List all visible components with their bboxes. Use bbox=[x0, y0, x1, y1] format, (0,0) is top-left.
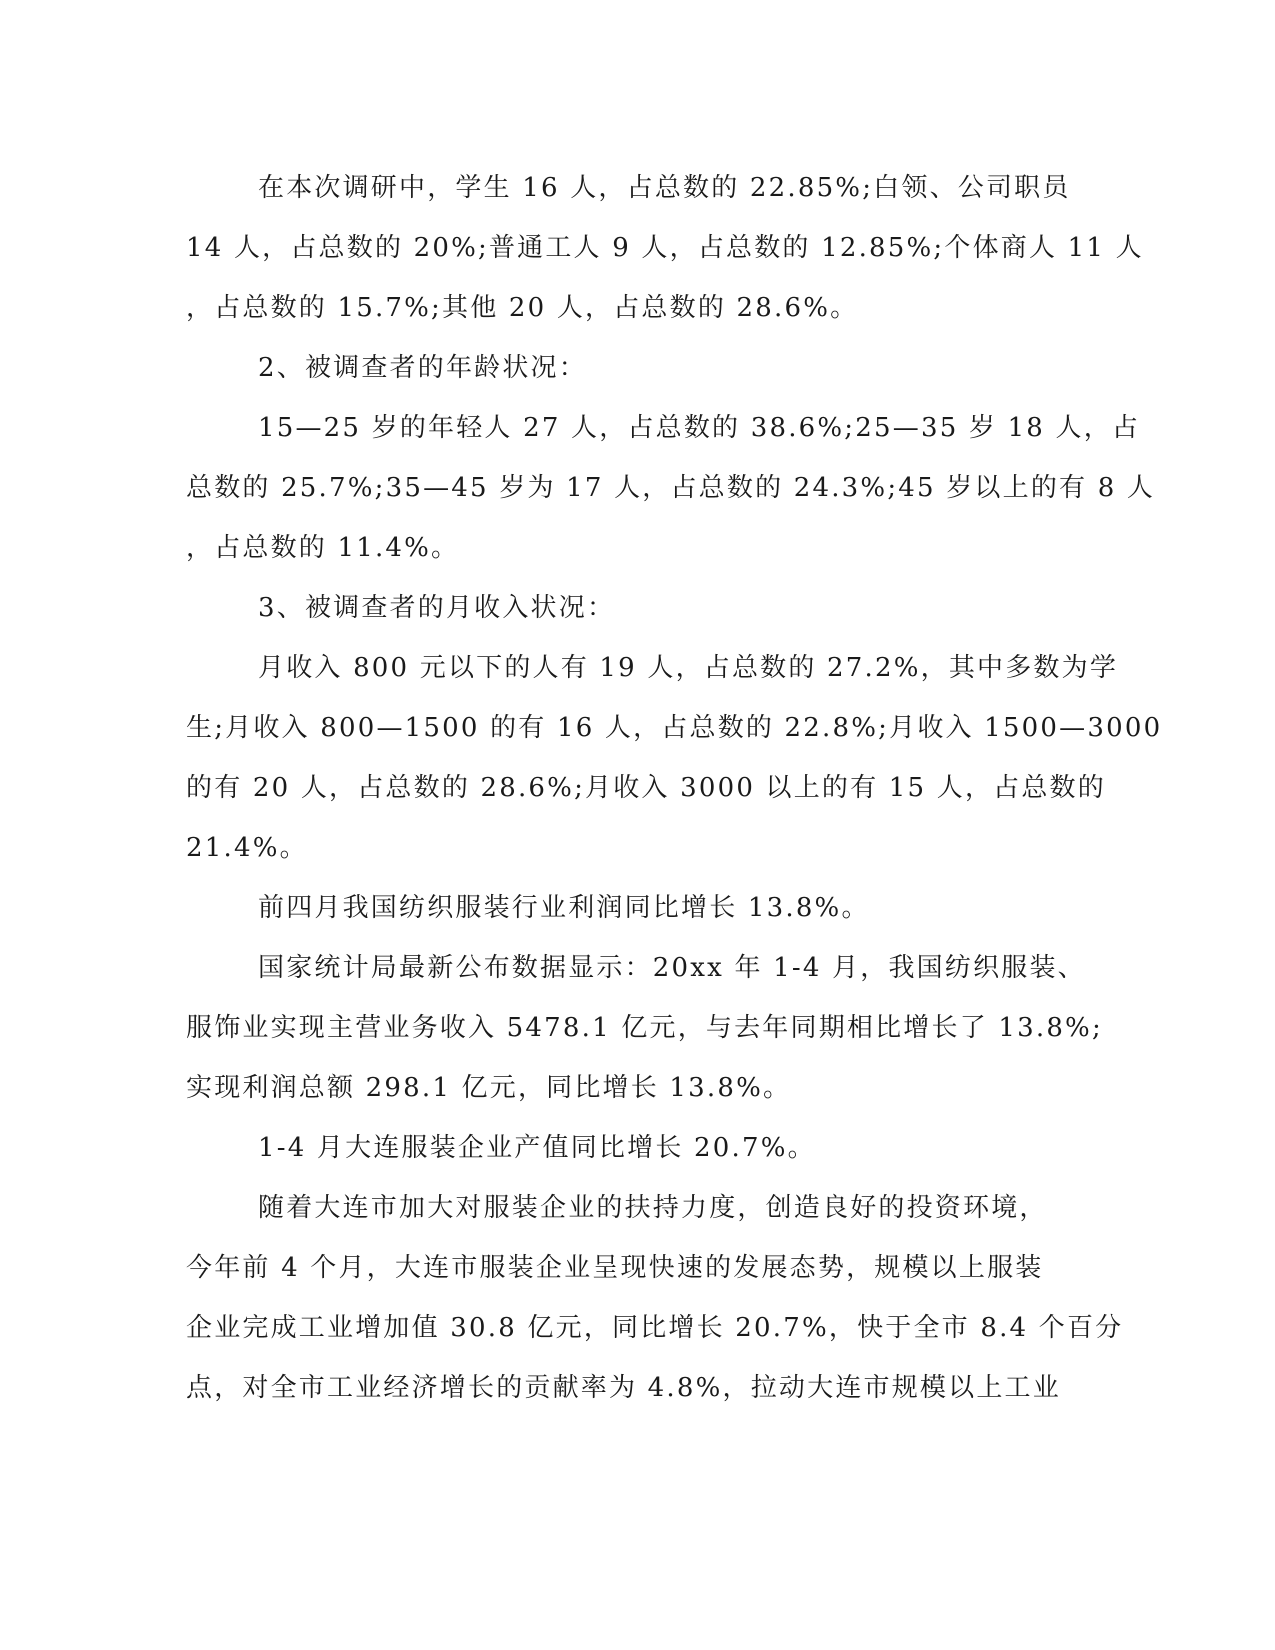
text-line: 15—25 岁的年轻人 27 人，占总数的 38.6%;25—35 岁 18 人，占 bbox=[258, 413, 1141, 443]
text-line: 今年前 4 个月，大连市服装企业呈现快速的发展态势，规模以上服装 bbox=[186, 1253, 1044, 1283]
text-line: 企业完成工业增加值 30.8 亿元，同比增长 20.7%，快于全市 8.4 个百分 bbox=[186, 1313, 1124, 1343]
text-line: 14 人，占总数的 20%;普通工人 9 人，占总数的 12.85%;个体商人 11 人 bbox=[186, 233, 1144, 263]
text-line: 点，对全市工业经济增长的贡献率为 4.8%，拉动大连市规模以上工业 bbox=[186, 1373, 1061, 1403]
text-line: 2、被调查者的年龄状况： bbox=[258, 353, 587, 383]
text-line: 生;月收入 800—1500 的有 16 人，占总数的 22.8%;月收入 1500—3000 bbox=[186, 713, 1163, 743]
text-line: 总数的 25.7%;35—45 岁为 17 人，占总数的 24.3%;45 岁以上的有 8 人 bbox=[186, 473, 1156, 503]
paragraph-income bbox=[186, 638, 1163, 878]
text-line: ，占总数的 15.7%;其他 20 人，占总数的 28.6%。 bbox=[186, 293, 859, 323]
text-line: ，占总数的 11.4%。 bbox=[186, 533, 460, 563]
paragraph-occupation bbox=[186, 158, 1144, 338]
paragraph-national-stats bbox=[186, 938, 1103, 1118]
heading-income bbox=[186, 578, 1086, 638]
text-line: 国家统计局最新公布数据显示：20xx 年 1-4 月，我国纺织服装、 bbox=[258, 953, 1086, 983]
heading-dalian-output bbox=[186, 1118, 1086, 1178]
text-line: 月收入 800 元以下的人有 19 人，占总数的 27.2%，其中多数为学 bbox=[258, 653, 1119, 683]
text-line: 1-4 月大连服装企业产值同比增长 20.7%。 bbox=[258, 1133, 816, 1163]
text-line: 21.4%。 bbox=[186, 833, 308, 863]
text-line: 实现利润总额 298.1 亿元，同比增长 13.8%。 bbox=[186, 1073, 792, 1103]
heading-age bbox=[186, 338, 1086, 398]
text-line: 服饰业实现主营业务收入 5478.1 亿元，与去年同期相比增长了 13.8%; bbox=[186, 1013, 1103, 1043]
text-line: 的有 20 人，占总数的 28.6%;月收入 3000 以上的有 15 人，占总数的 bbox=[186, 773, 1106, 803]
text-line: 前四月我国纺织服装行业利润同比增长 13.8%。 bbox=[258, 893, 870, 923]
heading-textile-profit bbox=[186, 878, 1086, 938]
paragraph-dalian bbox=[186, 1178, 1124, 1418]
document-body bbox=[186, 158, 1163, 1418]
text-line: 随着大连市加大对服装企业的扶持力度，创造良好的投资环境， bbox=[258, 1193, 1048, 1223]
text-line: 在本次调研中，学生 16 人，占总数的 22.85%;白领、公司职员 bbox=[258, 173, 1071, 203]
paragraph-age bbox=[186, 398, 1156, 578]
text-line: 3、被调查者的月收入状况： bbox=[258, 593, 616, 623]
